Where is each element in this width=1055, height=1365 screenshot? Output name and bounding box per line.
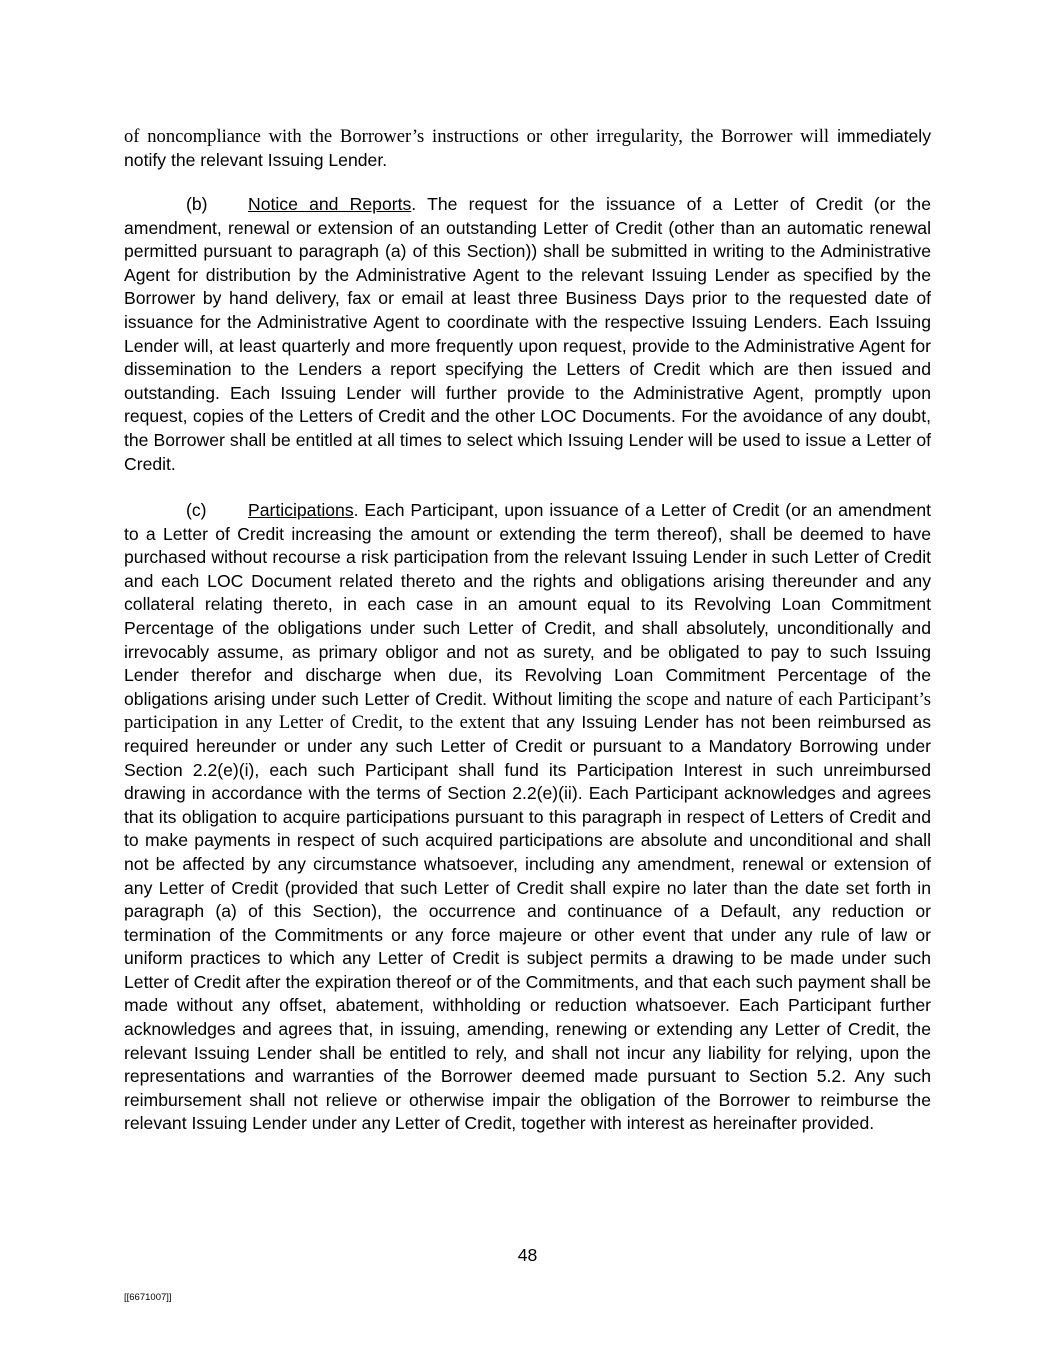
paragraph-b-label: (b) (186, 194, 208, 214)
paragraph-c-serif-line: the scope and nature of each Participant’s participation in any Letter of Credit, to the extent that (124, 688, 932, 734)
paragraph-c (124, 499, 931, 1136)
paragraph-c-text-before: . Each Participant, upon issuance of a Letter of Credit (or an amendment to a Letter of Credit increasing the amount or extending the term thereof), shall be deemed to have purchased without recourse a risk participation from the relevant Issuing Lender in such Letter of Credit and each LOC Document related thereto and the rights and obligations arising thereunder and any collateral relating thereto, in each case in an amount equal to its Revolving Loan Commitment Percentage of the obligations under such Letter of Credit, and shall absolutely, unconditionally and irrevocably assume, as primary obligor and not as surety, and be obligated to pay to such Issuing Lender therefor and discharge when due, its Revolving Loan Commitment Percentage of the obligations arising under such Letter of Credit. Without limiting (124, 500, 931, 709)
page-number: 48 (517, 1245, 538, 1265)
document-id: [[6671007]] (124, 1292, 172, 1303)
paragraph-b-text: . The request for the issuance of a Letter of Credit (or the amendment, renewal or extension of an outstanding Letter of Credit (other than an automatic renewal permitted pursuant to paragraph (a) of this Section)) shall be submitted in writing to the Administrative Agent for distribution by the Administrative Agent to the relevant Issuing Lender as specified by the Borrower by hand delivery, fax or email at least three Business Days prior to the requested date of issuance for the Administrative Agent to coordinate with the respective Issuing Lenders. Each Issuing Lender will, at least quarterly and more frequently upon request, provide to the Administrative Agent for dissemination to the Lenders a report specifying the Letters of Credit which are then issued and outstanding. Each Issuing Lender will further provide to the Administrative Agent, promptly upon request, copies of the Letters of Credit and the other LOC Documents. For the avoidance of any doubt, the Borrower shall be entitled at all times to select which Issuing Lender will be used to issue a Letter of Credit. (124, 194, 931, 474)
paragraph-continuation-serif-text: of noncompliance with the Borrower’s instructions or other irregularity, the Borrower will (124, 126, 830, 147)
paragraph-b (124, 193, 931, 476)
paragraph-c-text-after: any Issuing Lender has not been reimbursed as required hereunder or under any such Letter of Credit or pursuant to a Mandatory Borrowing under Section 2.2(e)(i), each such Participant shall fund its Participation Interest in such unreimbursed drawing in accordance with the terms of Section 2.2(e)(ii). Each Participant acknowledges and agrees that its obligation to acquire participations pursuant to this paragraph in respect of Letters of Credit and to make payments in respect of such acquired participations are absolute and unconditional and shall not be affected by any circumstance whatsoever, including any amendment, renewal or extension of any Letter of Credit (provided that such Letter of Credit shall expire no later than the date set forth in paragraph (a) of this Section), the occurrence and continuance of a Default, any reduction or termination of the Commitments or any force majeure or other event that under any rule of law or uniform practices to which any Letter of Credit is subject permits a drawing to be made under such Letter of Credit after the expiration thereof or of the Commitments, and that each such payment shall be made without any offset, abatement, withholding or reduction whatsoever. Each Participant further acknowledges and agrees that, in issuing, amending, renewing or extending any Letter of Credit, the relevant Issuing Lender shall be entitled to rely, and shall not incur any liability for relying, upon the representations and warranties of the Borrower deemed made pursuant to Section 5.2. Any such reimbursement shall not relieve or otherwise impair the obligation of the Borrower to reimburse the relevant Issuing Lender under any Letter of Credit, together with interest as hereinafter provided. (124, 712, 931, 1134)
paragraph-b-heading: Notice and Reports (248, 194, 412, 214)
paragraph-continuation-text: immediately notify the relevant Issuing Lender. (124, 126, 931, 170)
paragraph-continuation (124, 125, 931, 172)
paragraph-c-heading: Participations (248, 500, 354, 520)
paragraph-c-label: (c) (186, 500, 207, 520)
